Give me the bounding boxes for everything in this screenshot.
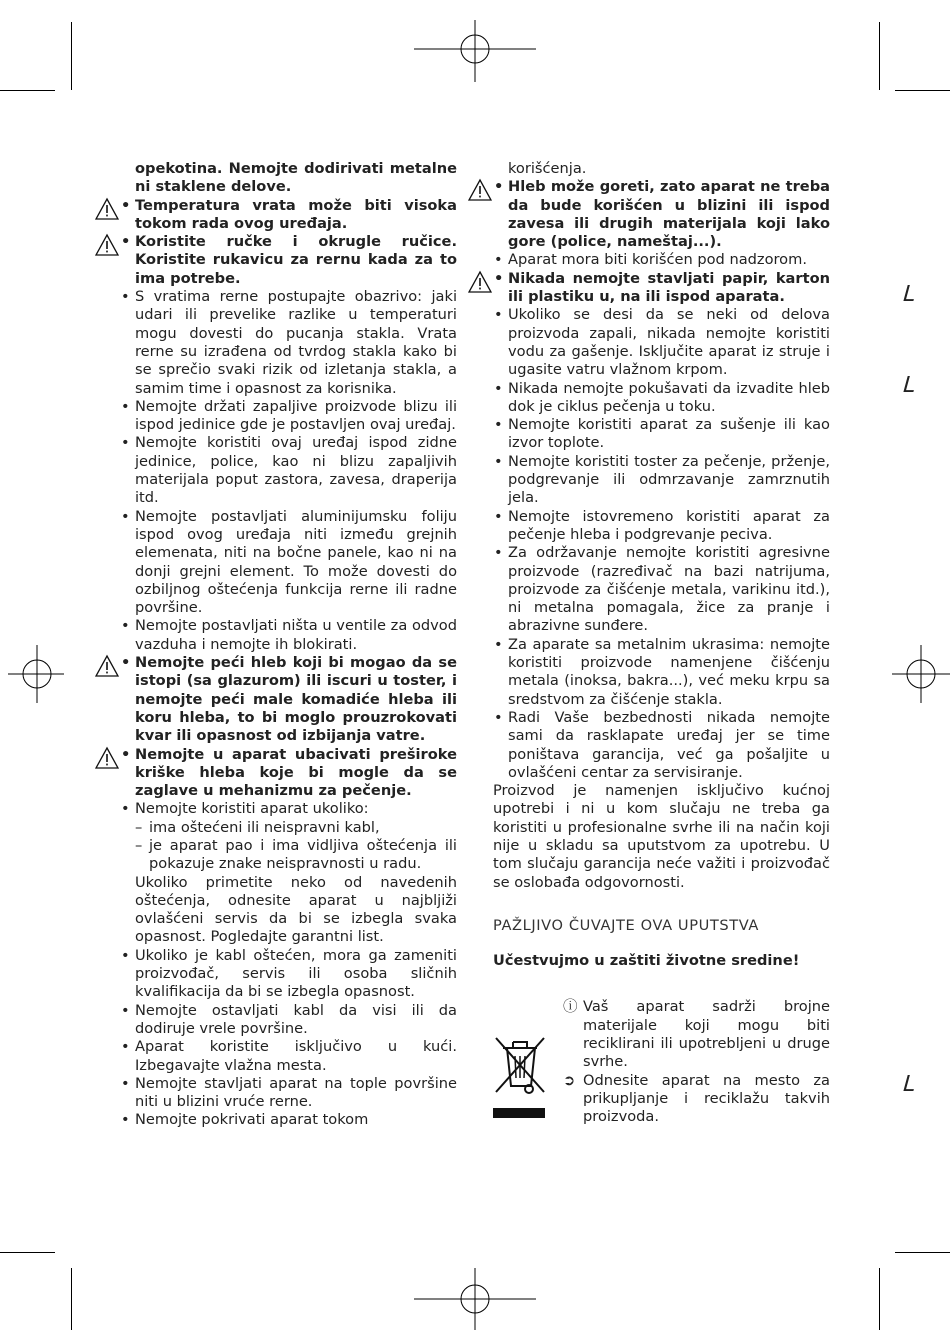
warning-list-item (95, 746, 457, 801)
list-item (95, 800, 457, 818)
list-item (95, 617, 457, 654)
dash: – (135, 836, 143, 854)
recycle-item (468, 998, 830, 1071)
list-item-text: Radi Vaše bezbednosti nikada nemojte sami da rasklapate uređaj jer se time poništava garancija, već ga pošaljite u ovlašćeni centar za servisiranje. (508, 708, 830, 781)
list-item-text: Temperatura vrata može biti visoka tokom rada ovog uređaja. (135, 196, 457, 232)
bullet: • (494, 416, 503, 434)
bullet: • (121, 745, 131, 763)
list-item-text: Nemojte postavljati aluminijumsku foliju ispod ovog uređaja niti između grejnih elemenata, niti na bočne panele, kao ni na donji grejni element. To može dovesti do ozbiljnog oštećenja funkcija rerne ili radne površine. (135, 507, 457, 617)
recycle-item-text: Odnesite aparat na mesto za prikupljanje i reciklažu takvih proizvoda. (583, 1071, 830, 1126)
bullet: • (494, 507, 503, 525)
warning-list-item (95, 654, 457, 745)
crop-mark (895, 1252, 950, 1253)
warning-triangle-icon (95, 746, 119, 770)
list-item-text: Nemojte istovremeno koristiti aparat za pečenje hleba i podgrevanje peciva. (508, 507, 830, 543)
list-item (468, 636, 830, 709)
list-item (468, 306, 830, 379)
sub-item-text: ima oštećeni ili neispravni kabl, (149, 818, 380, 836)
list-item-text: Nemojte koristiti aparat za sušenje ili kao izvor toplote. (508, 416, 830, 452)
warning-triangle-icon (95, 233, 119, 257)
bullet: • (121, 617, 130, 635)
bullet: • (494, 452, 503, 470)
list-item-text: Nemojte pokrivati aparat tokom (135, 1111, 369, 1129)
info-icon: ⓘ (563, 998, 578, 1016)
list-item-text: Nikada nemojte stavljati papir, karton ili plastiku u, na ili ispod aparata. (508, 269, 830, 306)
list-item-text: Nemojte koristiti toster za pečenje, prženje, podgrevanje ili odmrzavanje zamrznutih jela. (508, 452, 830, 507)
sub-list-item (95, 837, 457, 874)
list-item-text: Koristite ručke i okrugle ručice. Koristite rukavicu za rernu kada za to ima potrebe. (135, 233, 457, 287)
crop-mark (0, 1252, 55, 1253)
warning-list-item (468, 178, 830, 251)
bullet: • (121, 288, 130, 306)
list-item-text: Aparat mora biti korišćen pod nadzorom. (508, 251, 807, 269)
dash: – (135, 818, 143, 836)
section-title: PAŽLJIVO ČUVAJTE OVA UPUTSTVA (493, 916, 760, 934)
bullet: • (121, 800, 130, 818)
list-item-text: Nemojte stavljati aparat na tople površine niti u blizini vruće rerne. (135, 1074, 457, 1111)
crop-mark (879, 22, 880, 90)
sub-list-item (95, 819, 457, 837)
list-item (468, 453, 830, 508)
bullet: • (121, 946, 130, 964)
margin-glyph: L (899, 373, 919, 398)
bullet: • (494, 269, 504, 287)
list-item (468, 416, 830, 453)
registration-mark-right (892, 645, 950, 703)
list-item (95, 508, 457, 618)
list-item (468, 380, 830, 417)
registration-mark-left (8, 645, 64, 703)
warning-triangle-icon (95, 197, 119, 221)
recycling-info (468, 990, 830, 1125)
warning-triangle-icon (468, 270, 492, 294)
list-item (95, 1075, 457, 1112)
continuation-text: Ukoliko primetite neko od navedenih oštećenja, odnesite aparat u najbljiži ovlašćeni servis da bi se izbegla svaka opasnost. Pogledajte garantni list. (135, 873, 457, 946)
bullet: • (121, 507, 130, 525)
bullet: • (494, 178, 504, 196)
right-item-list (468, 160, 830, 782)
bullet: • (494, 544, 503, 562)
list-item (95, 288, 457, 398)
recycle-item (468, 1072, 830, 1127)
bullet: • (121, 434, 130, 452)
warning-list-item (468, 270, 830, 307)
list-item-text: Za održavanje nemojte koristiti agresivne proizvode (razređivač na bazi natrijuma, proizvode za čišćenje metala, varikinu itd.), ni metalna pomagala, žice za pranje i abrazivne sunđere. (508, 544, 830, 635)
list-item-text: Ukoliko je kabl oštećen, mora ga zameniti proizvođač, servis ili osoba sličnih kvalifikacija da bi se izbegla opasnost. (135, 946, 457, 1001)
bullet: • (121, 1074, 130, 1092)
warning-list-item (95, 233, 457, 288)
right-column (468, 160, 830, 1125)
list-item-text: Nemojte koristiti ovaj uređaj ispod zidne jedinice, police, kao ni blizu zapaljivih materijala poput zastora, zavesa, draperija itd. (135, 434, 457, 507)
list-item (468, 709, 830, 782)
continuation-text: korišćenja. (508, 160, 587, 177)
list-item (468, 544, 830, 635)
list-item (468, 508, 830, 545)
list-item (95, 1038, 457, 1075)
registration-mark-bottom (414, 1268, 536, 1330)
list-item (95, 1002, 457, 1039)
crop-mark (0, 90, 55, 91)
bullet: • (494, 635, 503, 653)
crop-mark (71, 1268, 72, 1330)
list-item-text: Hleb može goreti, zato aparat ne treba da bude korišćen u blizini ili ispod zavesa ili drugih materijala koji lako gore (police, nameštaj...). (508, 178, 830, 251)
disclaimer-paragraph: Proizvod je namenjen isključivo kućnoj upotrebi i ni u kom slučaju ne treba ga koristiti u profesionalne svrhe ili na način koji nije u skladu sa uputstvom za upotrebu. U tom slučaju garancija neće važiti i proizvođač se oslobađa odgovornosti. (493, 782, 830, 891)
list-item (468, 251, 830, 269)
bullet: • (494, 306, 503, 324)
continuation-text: opekotina. Nemojte dodirivati metalne ni staklene delove. (135, 160, 457, 196)
crop-mark (895, 90, 950, 91)
arrow-icon: ➲ (563, 1071, 576, 1089)
bullet: • (121, 397, 130, 415)
list-item (95, 947, 457, 1002)
list-item (95, 1111, 457, 1129)
bullet: • (121, 1038, 130, 1056)
left-column (95, 160, 457, 1130)
list-item (95, 398, 457, 435)
warning-triangle-icon (468, 178, 492, 202)
bullet: • (494, 708, 503, 726)
list-item-text: Nemojte peći hleb koji bi mogao da se istopi (sa glazurom) ili iscuri u toster, i nemojte peći male komadiće hleba ili koru hleba, to bi moglo prouzrokovati kvar ili opasnost od izbijanja vatre. (135, 654, 457, 745)
list-item-text: Nemojte ostavljati kabl da visi ili da dodiruje vrele površine. (135, 1001, 457, 1037)
bullet: • (494, 251, 503, 269)
warning-list-item (95, 197, 457, 234)
list-item-text: Za aparate sa metalnim ukrasima: nemojte koristiti proizvode namenjene čišćenju metala (inoksa, bakra...), već meku krpu sa sredstvom za čišćenje stakla. (508, 635, 830, 708)
bullet: • (121, 654, 131, 672)
margin-glyph: L (899, 282, 919, 307)
list-item-text: S vratima rerne postupajte obazrivo: jaki udari ili prevelike razlike u temperaturi mogu dovesti do pucanja stakla. Vrata rerne su izrađena od tvrdog stakla kako bi se sprečio svaki rizik od izletanja stakla, a samim time i opasnost za korisnika. (135, 288, 457, 397)
list-item-text: Nikada nemojte pokušavati da izvadite hleb dok je ciklus pečenja u toku. (508, 379, 830, 415)
margin-glyph: L (899, 1072, 919, 1097)
list-item-text: Aparat koristite isključivo u kući. Izbegavajte vlažna mesta. (135, 1038, 457, 1074)
list-item-text: Nemojte u aparat ubacivati preširoke kriške hleba koje bi mogle da se zaglave u mehanizmu za pečenje. (135, 745, 457, 800)
registration-mark-top (414, 20, 536, 82)
recycle-item-text: Vaš aparat sadrži brojne materijale koji mogu biti reciklirani ili upotrebljeni u druge svrhe. (583, 998, 830, 1071)
list-item-text: Nemojte postavljati ništa u ventile za odvod vazduha i nemojte ih blokirati. (135, 617, 457, 653)
list-item-text: Ukoliko se desi da se neki od delova proizvoda zapali, nikada nemojte koristiti vodu za gašenje. Isključite aparat iz struje i ugasite vatru vlažnom krpom. (508, 306, 830, 379)
list-item (95, 434, 457, 507)
list-item-text: Nemojte koristiti aparat ukoliko: (135, 800, 369, 818)
sub-item-text: je aparat pao i ima vidljiva oštećenja ili pokazuje znake neispravnosti u radu. (149, 836, 457, 873)
list-item-text: Nemojte držati zapaljive proizvode blizu ili ispod jedinice gde je postavljen ovaj uređaj. (135, 397, 457, 434)
recycle-list (468, 998, 830, 1126)
warning-triangle-icon (95, 654, 119, 678)
bullet: • (494, 379, 503, 397)
bullet: • (121, 1111, 130, 1129)
crop-mark (71, 22, 72, 90)
bullet: • (121, 233, 131, 251)
environment-heading: Učestvujmo u zaštiti životne sredine! (493, 952, 800, 970)
bullet: • (121, 1001, 130, 1019)
crop-mark (879, 1268, 880, 1330)
bullet: • (121, 196, 131, 214)
